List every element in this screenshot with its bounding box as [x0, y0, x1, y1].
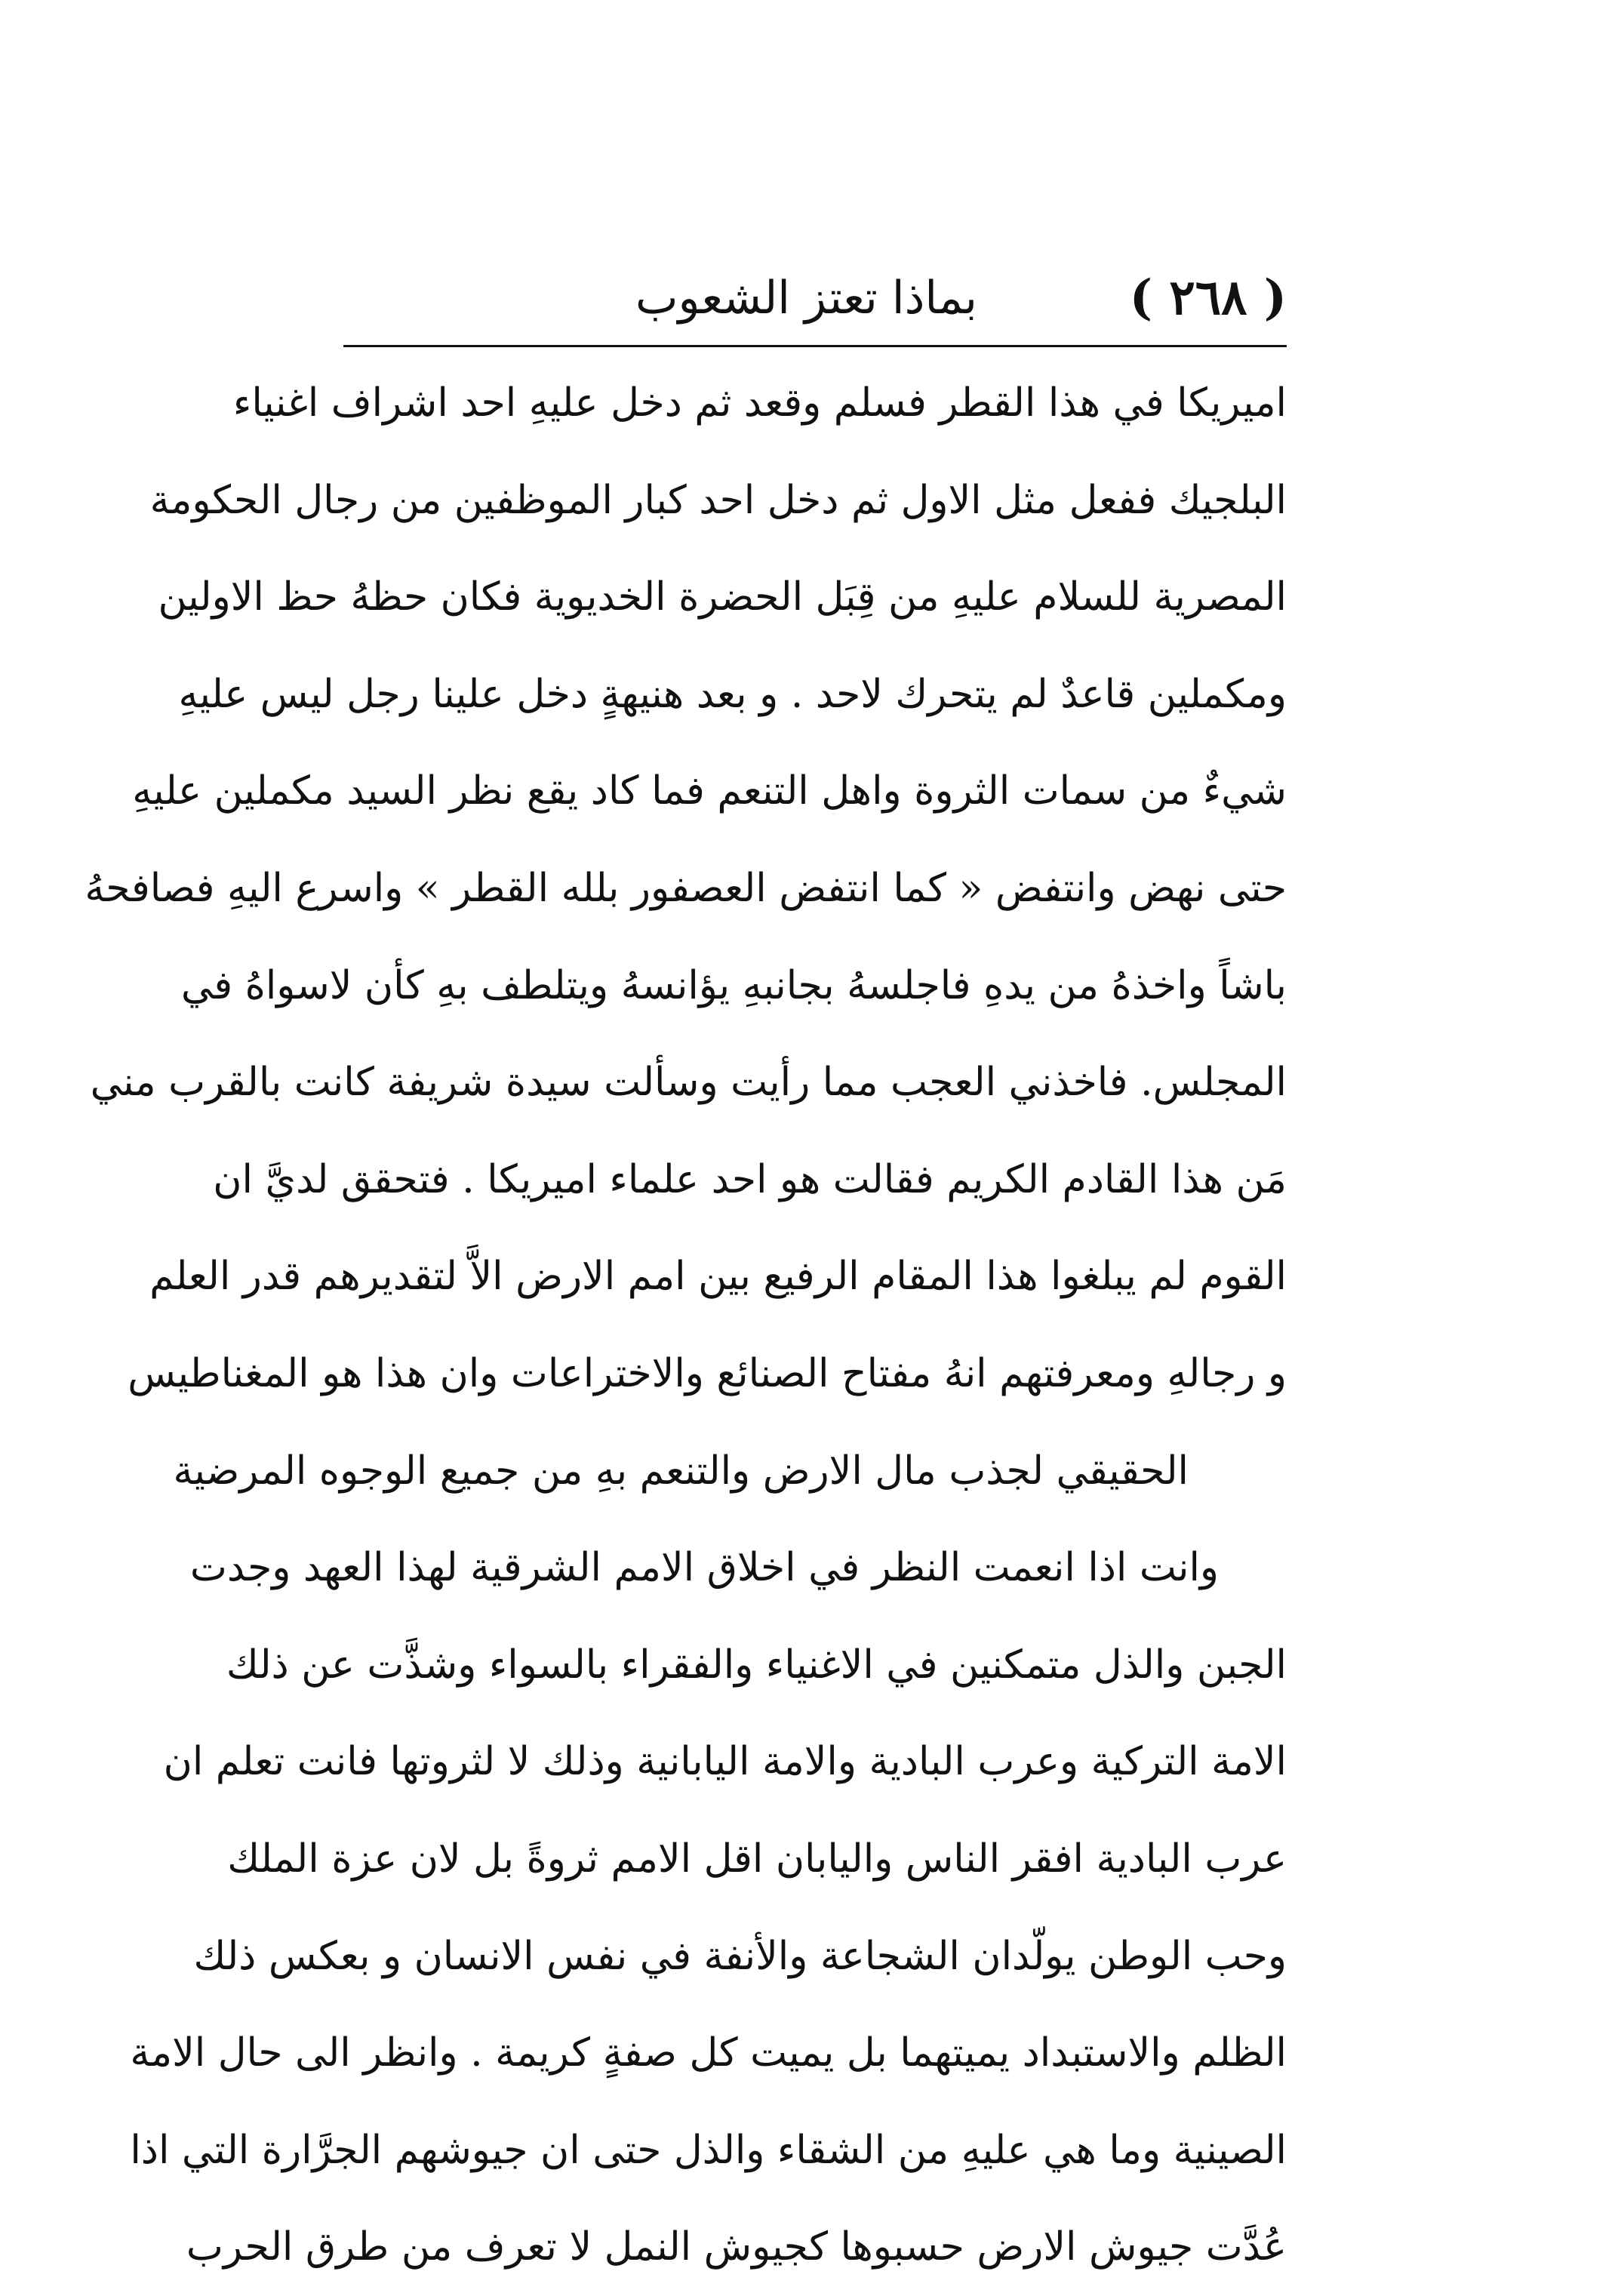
- text-line: حتى نهض وانتفض « كما انتفض العصفور بلله القطر » واسرع اليهِ فصافحهُ: [85, 865, 1287, 911]
- text-line: باشاً واخذهُ من يدهِ فاجلسهُ بجانبهِ يؤانسهُ ويتلطف بهِ كأن لاسواهُ في: [180, 962, 1287, 1008]
- text-line: الامة التركية وعرب البادية والامة اليابانية وذلك لا لثروتها فانت تعلم ان: [163, 1739, 1287, 1785]
- header-rule: [343, 345, 1287, 347]
- text-line: القوم لم يبلغوا هذا المقام الرفيع بين امم الارض الاَّ لتقديرهم قدر العلم: [149, 1254, 1287, 1300]
- text-line: مَن هذا القادم الكريم فقالت هو احد علماء اميريكا . فتحقق لديَّ ان: [213, 1156, 1287, 1202]
- text-line: ومكملين قاعدٌ لم يتحرك لاحد . و بعد هنيهةٍ دخل علينا رجل ليس عليهِ: [178, 671, 1287, 717]
- running-title: بماذا تعتز الشعوب: [635, 272, 977, 325]
- text-line-paragraph-end: الحقيقي لجذب مال الارض والتنعم بهِ من جميع الوجوه المرضية: [173, 1448, 1189, 1494]
- text-line: الصينية وما هي عليهِ من الشقاء والذل حتى ان جيوشهم الجرَّارة التي اذا: [130, 2127, 1287, 2173]
- text-line: اميريكا في هذا القطر فسلم وقعد ثم دخل عليهِ احد اشراف اغنياء: [232, 380, 1287, 426]
- text-line: وحب الوطن يولّدان الشجاعة والأنفة في نفس الانسان و بعكس ذلك: [193, 1933, 1287, 1979]
- text-line: المصرية للسلام عليهِ من قِبَل الحضرة الخديوية فكان حظهُ حظ الاولين: [158, 574, 1287, 620]
- text-line: الظلم والاستبداد يميتهما بل يميت كل صفةٍ كريمة . وانظر الى حال الامة: [130, 2030, 1287, 2076]
- running-head: [343, 264, 1287, 347]
- body-text: [85, 355, 1287, 2296]
- text-line-paragraph-start: وانت اذا انعمت النظر في اخلاق الامم الشرقية لهذا العهد وجدت: [189, 1545, 1219, 1591]
- text-line: المجلس. فاخذني العجب مما رأيت وسألت سيدة شريفة كانت بالقرب مني: [90, 1060, 1287, 1106]
- text-line: شيءٌ من سمات الثروة واهل التنعم فما كاد يقع نظر السيد مكملين عليهِ: [132, 768, 1287, 814]
- text-line: و رجالهِ ومعرفتهم انهُ مفتاح الصنائع والاختراعات وان هذا هو المغناطيس: [128, 1350, 1287, 1396]
- text-line: عرب البادية افقر الناس واليابان اقل الامم ثروةً بل لان عزة الملك: [227, 1836, 1287, 1882]
- text-line: البلجيك ففعل مثل الاول ثم دخل احد كبار الموظفين من رجال الحكومة: [149, 477, 1287, 523]
- page-number: ( ٢٦٨ ): [1129, 269, 1287, 326]
- text-line: الجبن والذل متمكنين في الاغنياء والفقراء بالسواء وشذَّت عن ذلك: [226, 1642, 1287, 1688]
- text-line: عُدَّت جيوش الارض حسبوها كجيوش النمل لا تعرف من طرق الحرب: [186, 2224, 1287, 2270]
